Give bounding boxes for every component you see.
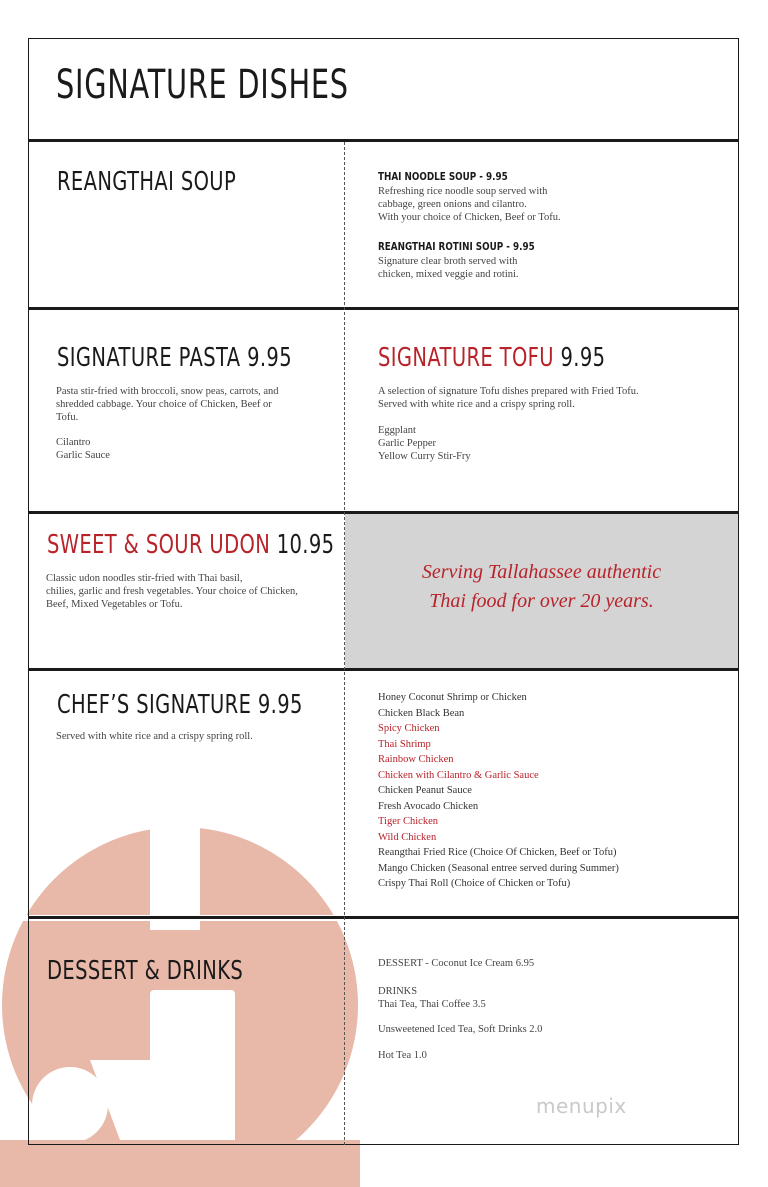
chef-item: Thai Shrimp bbox=[378, 738, 431, 750]
chef-desc: Served with white rice and a crispy spring roll. bbox=[56, 731, 253, 742]
column-divider bbox=[344, 142, 345, 1145]
divider bbox=[28, 307, 739, 310]
dessert-heading: DESSERT & DRINKS bbox=[47, 956, 244, 986]
drink-item: Unsweetened Iced Tea, Soft Drinks 2.0 bbox=[378, 1024, 543, 1035]
watermark: menupix bbox=[536, 1094, 627, 1118]
chef-item: Reangthai Fried Rice (Choice Of Chicken, Beef or Tofu) bbox=[378, 847, 617, 858]
chef-item: Fresh Avocado Chicken bbox=[378, 800, 479, 812]
soup-item-name: THAI NOODLE SOUP - 9.95 bbox=[378, 170, 508, 183]
tofu-heading: SIGNATURE TOFU 9.95 bbox=[378, 343, 606, 373]
chef-heading: CHEF’S SIGNATURE 9.95 bbox=[57, 690, 303, 720]
chef-item: Chicken Black Bean bbox=[378, 707, 465, 719]
udon-desc: Classic udon noodles stir-fried with Thai basil, chilies, garlic and fresh vegetables. Your choice of Chicken, Beef, Mixed Vegetables or Tofu. bbox=[46, 573, 298, 610]
chef-item: Tiger Chicken bbox=[378, 816, 438, 827]
soup-item-desc: Signature clear broth served with chicken, mixed veggie and rotini. bbox=[378, 256, 519, 280]
divider bbox=[28, 139, 739, 142]
chef-item: Mango Chicken (Seasonal entree served during Summer) bbox=[378, 862, 619, 874]
soup-item-name: REANGTHAI ROTINI SOUP - 9.95 bbox=[378, 240, 535, 253]
chef-item: Crispy Thai Roll (Choice of Chicken or Tofu) bbox=[378, 878, 571, 889]
pasta-heading: SIGNATURE PASTA 9.95 bbox=[57, 343, 292, 373]
pasta-desc: Pasta stir-fried with broccoli, snow peas, carrots, and shredded cabbage. Your choice of Chicken, Beef or Tofu. bbox=[56, 386, 279, 423]
chef-item: Chicken with Cilantro & Garlic Sauce bbox=[378, 769, 539, 781]
divider bbox=[28, 668, 739, 671]
soup-item-desc: Refreshing rice noodle soup served with cabbage, green onions and cilantro. With your choice of Chicken, Beef or Tofu. bbox=[378, 186, 561, 223]
pasta-options: Cilantro Garlic Sauce bbox=[56, 437, 110, 461]
drinks-label: DRINKS bbox=[378, 986, 418, 997]
soup-heading: REANGTHAI SOUP bbox=[57, 167, 237, 197]
tagline: Serving Tallahassee authentic Thai food for over 20 years. bbox=[421, 561, 662, 612]
dessert-line: DESSERT - Coconut Ice Cream 6.95 bbox=[378, 958, 535, 969]
divider bbox=[28, 916, 739, 919]
chef-item: Chicken Peanut Sauce bbox=[378, 785, 472, 796]
page-title: SIGNATURE DISHES bbox=[56, 62, 349, 108]
chef-item: Honey Coconut Shrimp or Chicken bbox=[378, 692, 527, 703]
drink-item: Thai Tea, Thai Coffee 3.5 bbox=[378, 999, 486, 1010]
tofu-desc: A selection of signature Tofu dishes prepared with Fried Tofu. Served with white rice and a crispy spring roll. bbox=[378, 386, 639, 410]
chef-item: Spicy Chicken bbox=[378, 723, 440, 734]
chef-item-list bbox=[378, 690, 619, 892]
chef-item: Wild Chicken bbox=[378, 831, 437, 843]
udon-heading: SWEET & SOUR UDON 10.95 bbox=[47, 530, 335, 560]
tofu-options: Eggplant Garlic Pepper Yellow Curry Stir-Fry bbox=[378, 425, 471, 462]
drink-item: Hot Tea 1.0 bbox=[378, 1050, 427, 1061]
chef-item: Rainbow Chicken bbox=[378, 754, 454, 765]
divider bbox=[28, 511, 739, 514]
